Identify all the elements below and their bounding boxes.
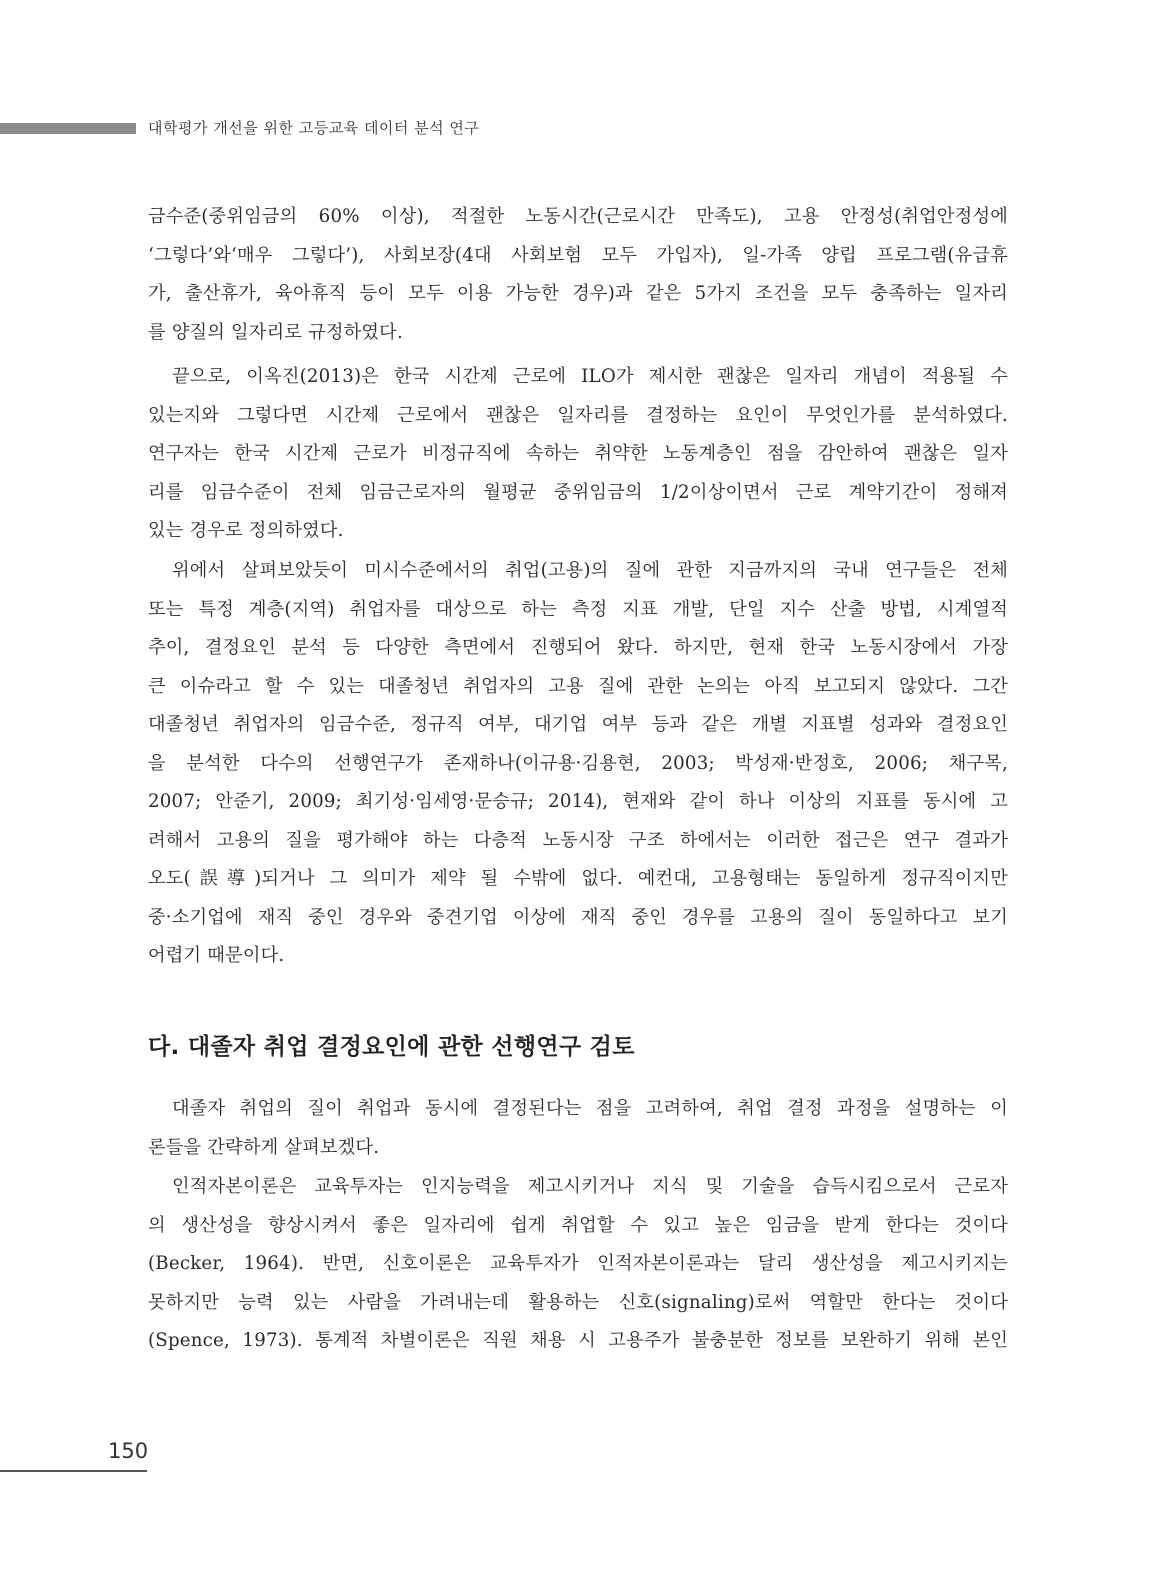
text-line: 또는 특정 계층(지역) 취업자를 대상으로 하는 측정 지표 개발, 단일 지수 산출 방법, 시계열적 bbox=[148, 598, 1008, 620]
text-line: 려해서 고용의 질을 평가해야 하는 다층적 노동시장 구조 하에서는 이러한 접근은 연구 결과가 bbox=[148, 829, 1008, 851]
text-line: 를 양질의 일자리로 규정하였다. bbox=[148, 321, 403, 343]
text-line: (Becker, 1964). 반면, 신호이론은 교육투자가 인적자본이론과는 달리 생산성을 제고시키지는 bbox=[148, 1253, 1008, 1274]
text-line: 리를 임금수준이 전체 임금근로자의 월평균 중위임금의 1/2이상이면서 근로 계약기간이 정해져 bbox=[148, 481, 1008, 503]
text-line: (Spence, 1973). 통계적 차별이론은 직원 채용 시 고용주가 불충분한 정보를 보완하기 위해 본인 bbox=[148, 1330, 1008, 1351]
text-line: 어렵기 때문이다. bbox=[148, 945, 285, 966]
text-line: 연구자는 한국 시간제 근로가 비정규직에 속하는 취약한 노동계층인 점을 감안하여 괜찮은 일자 bbox=[148, 443, 1008, 464]
paragraph-1 bbox=[148, 198, 1008, 352]
text-line: ‘그렇다’와‘매우 그렇다’), 사회보장(4대 사회보험 모두 가입자), 일-가족 양립 프로그램(유급휴 bbox=[148, 244, 1008, 266]
text-line: 론들을 간략하게 살펴보겠다. bbox=[148, 1136, 380, 1158]
text-line: 위에서 살펴보았듯이 미시수준에서의 취업(고용)의 질에 관한 지금까지의 국내 연구들은 전체 bbox=[172, 560, 1008, 581]
text-line: 있는지와 그렇다면 시간제 근로에서 괜찮은 일자리를 결정하는 요인이 무엇인가를 분석하였다. bbox=[148, 404, 1008, 426]
paragraph-2 bbox=[148, 358, 1008, 551]
text-line: 큰 이슈라고 할 수 있는 대졸청년 취업자의 고용 질에 관한 논의는 아직 보고되지 않았다. 그간 bbox=[148, 675, 1008, 697]
text-line: 가, 출산휴가, 육아휴직 등이 모두 이용 가능한 경우)과 같은 5가지 조건을 모두 충족하는 일자리 bbox=[148, 283, 1008, 304]
paragraph-5 bbox=[148, 1168, 1008, 1361]
header-decor-bar bbox=[0, 123, 136, 134]
text-line: 오도(誤導)되거나 그 의미가 제약 될 수밖에 없다. 예컨대, 고용형태는 동일하게 정규직이지만 bbox=[148, 868, 1008, 889]
running-header: 대학평가 개선을 위한 고등교육 데이터 분석 연구 bbox=[148, 119, 480, 137]
text-line: 끝으로, 이옥진(2013)은 한국 시간제 근로에 ILO가 제시한 괜찮은 일자리 개념이 적용될 수 bbox=[172, 366, 1008, 387]
text-line: 있는 경우로 정의하였다. bbox=[148, 520, 344, 541]
paragraph-4 bbox=[148, 1090, 1008, 1167]
text-line: 인적자본이론은 교육투자는 인지능력을 제고시키거나 지식 및 기술을 습득시킴으로서 근로자 bbox=[172, 1176, 1008, 1197]
page-number: 150 bbox=[108, 1439, 149, 1463]
text-line: 중·소기업에 재직 중인 경우와 중견기업 이상에 재직 중인 경우를 고용의 질이 동일하다고 보기 bbox=[148, 906, 1008, 928]
text-line: 추이, 결정요인 분석 등 다양한 측면에서 진행되어 왔다. 하지만, 현재 한국 노동시장에서 가장 bbox=[148, 637, 1008, 658]
paragraph-3 bbox=[148, 552, 1008, 976]
text-line: 대졸자 취업의 질이 취업과 동시에 결정된다는 점을 고려하여, 취업 결정 과정을 설명하는 이 bbox=[172, 1098, 1008, 1119]
text-line: 못하지만 능력 있는 사람을 가려내는데 활용하는 신호(signaling)로써 역할만 한다는 것이다 bbox=[148, 1291, 1008, 1313]
section-heading: 다. 대졸자 취업 결정요인에 관한 선행연구 검토 bbox=[148, 1034, 635, 1060]
footer-rule bbox=[0, 1470, 147, 1472]
text-line: 의 생산성을 향상시켜서 좋은 일자리에 쉽게 취업할 수 있고 높은 임금을 받게 한다는 것이다 bbox=[148, 1214, 1008, 1236]
text-line: 2007; 안준기, 2009; 최기성·임세영·문승규; 2014), 현재와 같이 하나 이상의 지표를 동시에 고 bbox=[148, 791, 1008, 812]
text-line: 을 분석한 다수의 선행연구가 존재하나(이규용·김용현, 2003; 박성재·반정호, 2006; 채구목, bbox=[148, 752, 1008, 774]
text-line: 대졸청년 취업자의 임금수준, 정규직 여부, 대기업 여부 등과 같은 개별 지표별 성과와 결정요인 bbox=[148, 714, 1008, 735]
text-line: 금수준(중위임금의 60% 이상), 적절한 노동시간(근로시간 만족도), 고용 안정성(취업안정성에 bbox=[148, 206, 1008, 227]
